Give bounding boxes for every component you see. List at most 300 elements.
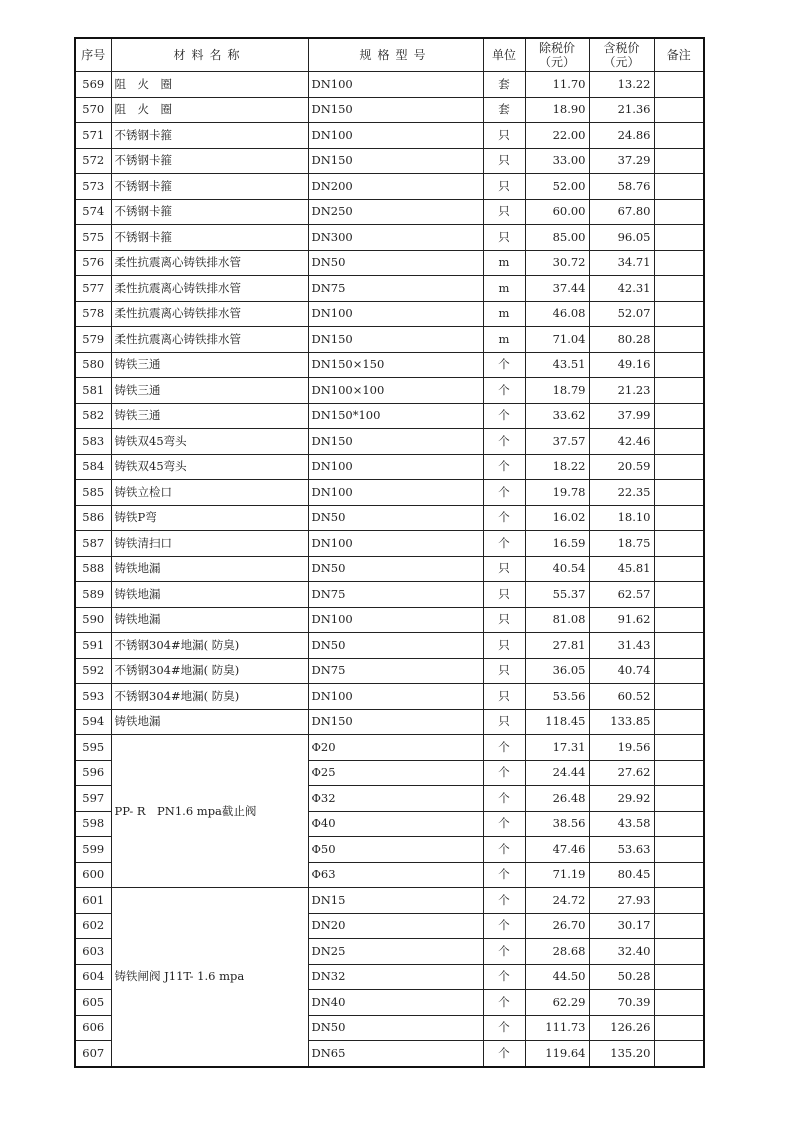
remark	[654, 760, 704, 786]
unit: 套	[483, 97, 525, 123]
spec-model: DN50	[308, 633, 483, 659]
row-number: 596	[75, 760, 111, 786]
row-number: 582	[75, 403, 111, 429]
table-row	[75, 250, 704, 276]
unit: 个	[483, 505, 525, 531]
price-inc-tax: 21.23	[589, 378, 654, 404]
unit: 个	[483, 811, 525, 837]
remark	[654, 505, 704, 531]
remark	[654, 837, 704, 863]
spec-model: DN100×100	[308, 378, 483, 404]
price-inc-tax: 43.58	[589, 811, 654, 837]
unit: 只	[483, 174, 525, 200]
spec-model: DN100	[308, 480, 483, 506]
row-number: 599	[75, 837, 111, 863]
unit: 个	[483, 1041, 525, 1067]
material-name: 柔性抗震离心铸铁排水管	[111, 276, 308, 302]
price-inc-tax: 50.28	[589, 964, 654, 990]
remark	[654, 709, 704, 735]
spec-model: DN200	[308, 174, 483, 200]
price-inc-tax: 135.20	[589, 1041, 654, 1067]
material-name: 不锈钢卡箍	[111, 123, 308, 149]
price-inc-tax: 13.22	[589, 72, 654, 98]
table-row	[75, 276, 704, 302]
table-row	[75, 327, 704, 353]
row-number: 601	[75, 888, 111, 914]
price-inc-tax: 30.17	[589, 913, 654, 939]
table-row	[75, 97, 704, 123]
spec-model: Φ25	[308, 760, 483, 786]
price-ex-tax: 19.78	[525, 480, 589, 506]
remark	[654, 888, 704, 914]
table-row	[75, 556, 704, 582]
price-inc-tax: 37.29	[589, 148, 654, 174]
row-number: 592	[75, 658, 111, 684]
price-ex-tax: 60.00	[525, 199, 589, 225]
row-number: 587	[75, 531, 111, 557]
material-name: 不锈钢304#地漏( 防臭)	[111, 658, 308, 684]
row-number: 595	[75, 735, 111, 761]
price-inc-tax: 18.10	[589, 505, 654, 531]
material-name: 铸铁双45弯头	[111, 429, 308, 455]
material-name: 铸铁三通	[111, 403, 308, 429]
spec-model: DN150	[308, 429, 483, 455]
remark	[654, 939, 704, 965]
remark	[654, 684, 704, 710]
material-name: 铸铁三通	[111, 378, 308, 404]
row-number: 584	[75, 454, 111, 480]
spec-model: DN100	[308, 684, 483, 710]
remark	[654, 250, 704, 276]
spec-model: Φ40	[308, 811, 483, 837]
unit: 个	[483, 786, 525, 812]
unit: 个	[483, 888, 525, 914]
row-number: 578	[75, 301, 111, 327]
price-inc-tax: 42.46	[589, 429, 654, 455]
remark	[654, 97, 704, 123]
remark	[654, 276, 704, 302]
remark	[654, 199, 704, 225]
unit: 个	[483, 403, 525, 429]
price-ex-tax: 46.08	[525, 301, 589, 327]
table-row	[75, 684, 704, 710]
spec-model: DN150×150	[308, 352, 483, 378]
spec-model: DN100	[308, 454, 483, 480]
header-row	[75, 38, 704, 72]
unit: 只	[483, 123, 525, 149]
price-inc-tax: 80.28	[589, 327, 654, 353]
table-row	[75, 531, 704, 557]
table-row	[75, 454, 704, 480]
spec-model: DN75	[308, 658, 483, 684]
price-ex-tax: 43.51	[525, 352, 589, 378]
remark	[654, 607, 704, 633]
spec-model: Φ20	[308, 735, 483, 761]
price-inc-tax: 58.76	[589, 174, 654, 200]
price-inc-tax: 52.07	[589, 301, 654, 327]
unit: m	[483, 301, 525, 327]
unit: 个	[483, 352, 525, 378]
material-name: 铸铁地漏	[111, 582, 308, 608]
unit: 个	[483, 454, 525, 480]
spec-model: DN150	[308, 97, 483, 123]
price-inc-tax: 91.62	[589, 607, 654, 633]
price-ex-tax: 26.70	[525, 913, 589, 939]
price-ex-tax: 18.79	[525, 378, 589, 404]
price-ex-tax: 62.29	[525, 990, 589, 1016]
table-row	[75, 378, 704, 404]
price-inc-tax: 19.56	[589, 735, 654, 761]
header-price-inc-tax-line1: 含税价	[603, 41, 640, 55]
price-table	[74, 37, 705, 1068]
spec-model: DN50	[308, 1015, 483, 1041]
remark	[654, 123, 704, 149]
remark	[654, 786, 704, 812]
row-number: 571	[75, 123, 111, 149]
remark	[654, 327, 704, 353]
price-ex-tax: 24.72	[525, 888, 589, 914]
price-inc-tax: 27.62	[589, 760, 654, 786]
header-name: 材料名称	[111, 38, 308, 72]
material-name: 柔性抗震离心铸铁排水管	[111, 301, 308, 327]
price-ex-tax: 37.44	[525, 276, 589, 302]
price-ex-tax: 16.59	[525, 531, 589, 557]
price-ex-tax: 37.57	[525, 429, 589, 455]
header-price-ex-tax-line1: 除税价	[538, 41, 575, 55]
row-number: 586	[75, 505, 111, 531]
price-ex-tax: 16.02	[525, 505, 589, 531]
unit: 只	[483, 684, 525, 710]
remark	[654, 454, 704, 480]
unit: 个	[483, 964, 525, 990]
remark	[654, 735, 704, 761]
row-number: 593	[75, 684, 111, 710]
unit: 个	[483, 378, 525, 404]
unit: m	[483, 276, 525, 302]
price-inc-tax: 45.81	[589, 556, 654, 582]
unit: 只	[483, 607, 525, 633]
unit: 个	[483, 990, 525, 1016]
price-ex-tax: 53.56	[525, 684, 589, 710]
row-number: 607	[75, 1041, 111, 1067]
spec-model: DN100	[308, 607, 483, 633]
price-inc-tax: 126.26	[589, 1015, 654, 1041]
unit: 只	[483, 709, 525, 735]
table-row	[75, 352, 704, 378]
price-ex-tax: 26.48	[525, 786, 589, 812]
unit: 套	[483, 72, 525, 98]
price-inc-tax: 21.36	[589, 97, 654, 123]
table-row	[75, 403, 704, 429]
material-name: 柔性抗震离心铸铁排水管	[111, 250, 308, 276]
remark	[654, 1041, 704, 1067]
row-number: 580	[75, 352, 111, 378]
row-number: 603	[75, 939, 111, 965]
spec-model: DN100	[308, 531, 483, 557]
remark	[654, 148, 704, 174]
price-inc-tax: 32.40	[589, 939, 654, 965]
material-name: 不锈钢卡箍	[111, 199, 308, 225]
price-inc-tax: 37.99	[589, 403, 654, 429]
price-ex-tax: 22.00	[525, 123, 589, 149]
row-number: 589	[75, 582, 111, 608]
unit: 个	[483, 735, 525, 761]
table-row	[75, 658, 704, 684]
row-number: 575	[75, 225, 111, 251]
header-price-inc-tax	[589, 38, 654, 72]
material-name: 不锈钢卡箍	[111, 225, 308, 251]
price-inc-tax: 80.45	[589, 862, 654, 888]
table-row	[75, 607, 704, 633]
unit: 只	[483, 556, 525, 582]
header-price-ex-tax	[525, 38, 589, 72]
price-inc-tax: 18.75	[589, 531, 654, 557]
header-price-inc-tax-line2: （元）	[603, 55, 640, 69]
table-row	[75, 199, 704, 225]
row-number: 579	[75, 327, 111, 353]
price-ex-tax: 33.00	[525, 148, 589, 174]
table-row	[75, 505, 704, 531]
price-inc-tax: 42.31	[589, 276, 654, 302]
price-ex-tax: 111.73	[525, 1015, 589, 1041]
price-inc-tax: 24.86	[589, 123, 654, 149]
material-name: 铸铁清扫口	[111, 531, 308, 557]
material-name: 阻 火 圈	[111, 97, 308, 123]
unit: 个	[483, 837, 525, 863]
spec-model: DN50	[308, 250, 483, 276]
price-inc-tax: 96.05	[589, 225, 654, 251]
row-number: 590	[75, 607, 111, 633]
material-name: 柔性抗震离心铸铁排水管	[111, 327, 308, 353]
material-name: 铸铁地漏	[111, 607, 308, 633]
table-row	[75, 174, 704, 200]
table-row	[75, 480, 704, 506]
price-ex-tax: 119.64	[525, 1041, 589, 1067]
price-inc-tax: 53.63	[589, 837, 654, 863]
price-inc-tax: 20.59	[589, 454, 654, 480]
unit: 只	[483, 582, 525, 608]
table-row	[75, 72, 704, 98]
unit: 只	[483, 148, 525, 174]
price-ex-tax: 47.46	[525, 837, 589, 863]
spec-model: DN32	[308, 964, 483, 990]
spec-model: DN20	[308, 913, 483, 939]
table-row	[75, 633, 704, 659]
row-number: 597	[75, 786, 111, 812]
spec-model: DN100	[308, 123, 483, 149]
price-ex-tax: 27.81	[525, 633, 589, 659]
remark	[654, 531, 704, 557]
spec-model: DN50	[308, 505, 483, 531]
price-ex-tax: 85.00	[525, 225, 589, 251]
row-number: 598	[75, 811, 111, 837]
material-name-merged: PP- R PN1.6 mpa截止阀	[111, 735, 308, 888]
material-name: 不锈钢304#地漏( 防臭)	[111, 684, 308, 710]
price-inc-tax: 31.43	[589, 633, 654, 659]
material-name: 铸铁P弯	[111, 505, 308, 531]
price-ex-tax: 118.45	[525, 709, 589, 735]
table-row	[75, 301, 704, 327]
table-row	[75, 123, 704, 149]
remark	[654, 633, 704, 659]
spec-model: DN75	[308, 582, 483, 608]
remark	[654, 403, 704, 429]
spec-model: DN150	[308, 709, 483, 735]
price-ex-tax: 55.37	[525, 582, 589, 608]
price-ex-tax: 71.19	[525, 862, 589, 888]
header-unit: 单位	[483, 38, 525, 72]
table-row	[75, 709, 704, 735]
remark	[654, 862, 704, 888]
spec-model: DN250	[308, 199, 483, 225]
material-name: 铸铁三通	[111, 352, 308, 378]
row-number: 604	[75, 964, 111, 990]
remark	[654, 429, 704, 455]
remark	[654, 990, 704, 1016]
spec-model: DN100	[308, 301, 483, 327]
price-ex-tax: 30.72	[525, 250, 589, 276]
unit: 个	[483, 939, 525, 965]
row-number: 577	[75, 276, 111, 302]
table-body	[75, 72, 704, 1067]
unit: 个	[483, 862, 525, 888]
spec-model: DN15	[308, 888, 483, 914]
remark	[654, 658, 704, 684]
material-name: 铸铁立检口	[111, 480, 308, 506]
material-name: 铸铁地漏	[111, 556, 308, 582]
spec-model: DN65	[308, 1041, 483, 1067]
price-ex-tax: 71.04	[525, 327, 589, 353]
price-ex-tax: 52.00	[525, 174, 589, 200]
price-inc-tax: 34.71	[589, 250, 654, 276]
unit: 只	[483, 199, 525, 225]
row-number: 574	[75, 199, 111, 225]
spec-model: DN150*100	[308, 403, 483, 429]
remark	[654, 301, 704, 327]
row-number: 588	[75, 556, 111, 582]
unit: 个	[483, 531, 525, 557]
spec-model: DN75	[308, 276, 483, 302]
table-row	[75, 888, 704, 914]
spec-model: DN25	[308, 939, 483, 965]
remark	[654, 352, 704, 378]
spec-model: Φ63	[308, 862, 483, 888]
row-number: 606	[75, 1015, 111, 1041]
row-number: 573	[75, 174, 111, 200]
material-name-merged: 铸铁闸阀 J11T- 1.6 mpa	[111, 888, 308, 1067]
row-number: 602	[75, 913, 111, 939]
spec-model: DN50	[308, 556, 483, 582]
row-number: 581	[75, 378, 111, 404]
spec-model: DN150	[308, 327, 483, 353]
header-no: 序号	[75, 38, 111, 72]
material-name: 阻 火 圈	[111, 72, 308, 98]
price-ex-tax: 24.44	[525, 760, 589, 786]
price-ex-tax: 18.22	[525, 454, 589, 480]
remark	[654, 964, 704, 990]
price-inc-tax: 70.39	[589, 990, 654, 1016]
spec-model: DN300	[308, 225, 483, 251]
price-ex-tax: 33.62	[525, 403, 589, 429]
row-number: 591	[75, 633, 111, 659]
row-number: 594	[75, 709, 111, 735]
row-number: 600	[75, 862, 111, 888]
table-row	[75, 225, 704, 251]
unit: m	[483, 327, 525, 353]
row-number: 576	[75, 250, 111, 276]
spec-model: DN40	[308, 990, 483, 1016]
remark	[654, 811, 704, 837]
price-inc-tax: 60.52	[589, 684, 654, 710]
row-number: 570	[75, 97, 111, 123]
header-spec: 规格型号	[308, 38, 483, 72]
unit: 个	[483, 429, 525, 455]
material-name: 不锈钢卡箍	[111, 174, 308, 200]
remark	[654, 480, 704, 506]
unit: 只	[483, 658, 525, 684]
material-name: 不锈钢卡箍	[111, 148, 308, 174]
price-ex-tax: 18.90	[525, 97, 589, 123]
price-inc-tax: 49.16	[589, 352, 654, 378]
header-remark: 备注	[654, 38, 704, 72]
material-name: 铸铁双45弯头	[111, 454, 308, 480]
price-inc-tax: 22.35	[589, 480, 654, 506]
unit: m	[483, 250, 525, 276]
price-inc-tax: 133.85	[589, 709, 654, 735]
unit: 个	[483, 480, 525, 506]
header-price-ex-tax-line2: （元）	[538, 55, 575, 69]
remark	[654, 556, 704, 582]
table-row	[75, 148, 704, 174]
remark	[654, 913, 704, 939]
table-row	[75, 582, 704, 608]
remark	[654, 174, 704, 200]
price-inc-tax: 40.74	[589, 658, 654, 684]
price-ex-tax: 40.54	[525, 556, 589, 582]
price-ex-tax: 38.56	[525, 811, 589, 837]
spec-model: Φ32	[308, 786, 483, 812]
row-number: 572	[75, 148, 111, 174]
table-row	[75, 429, 704, 455]
remark	[654, 72, 704, 98]
unit: 个	[483, 1015, 525, 1041]
spec-model: DN100	[308, 72, 483, 98]
price-inc-tax: 27.93	[589, 888, 654, 914]
remark	[654, 1015, 704, 1041]
price-inc-tax: 67.80	[589, 199, 654, 225]
remark	[654, 378, 704, 404]
unit: 个	[483, 760, 525, 786]
row-number: 569	[75, 72, 111, 98]
price-ex-tax: 11.70	[525, 72, 589, 98]
row-number: 605	[75, 990, 111, 1016]
price-inc-tax: 62.57	[589, 582, 654, 608]
spec-model: DN150	[308, 148, 483, 174]
material-name: 铸铁地漏	[111, 709, 308, 735]
price-ex-tax: 44.50	[525, 964, 589, 990]
row-number: 585	[75, 480, 111, 506]
remark	[654, 225, 704, 251]
unit: 个	[483, 913, 525, 939]
price-inc-tax: 29.92	[589, 786, 654, 812]
price-ex-tax: 81.08	[525, 607, 589, 633]
row-number: 583	[75, 429, 111, 455]
unit: 只	[483, 225, 525, 251]
table-row	[75, 735, 704, 761]
unit: 只	[483, 633, 525, 659]
price-ex-tax: 17.31	[525, 735, 589, 761]
material-name: 不锈钢304#地漏( 防臭)	[111, 633, 308, 659]
